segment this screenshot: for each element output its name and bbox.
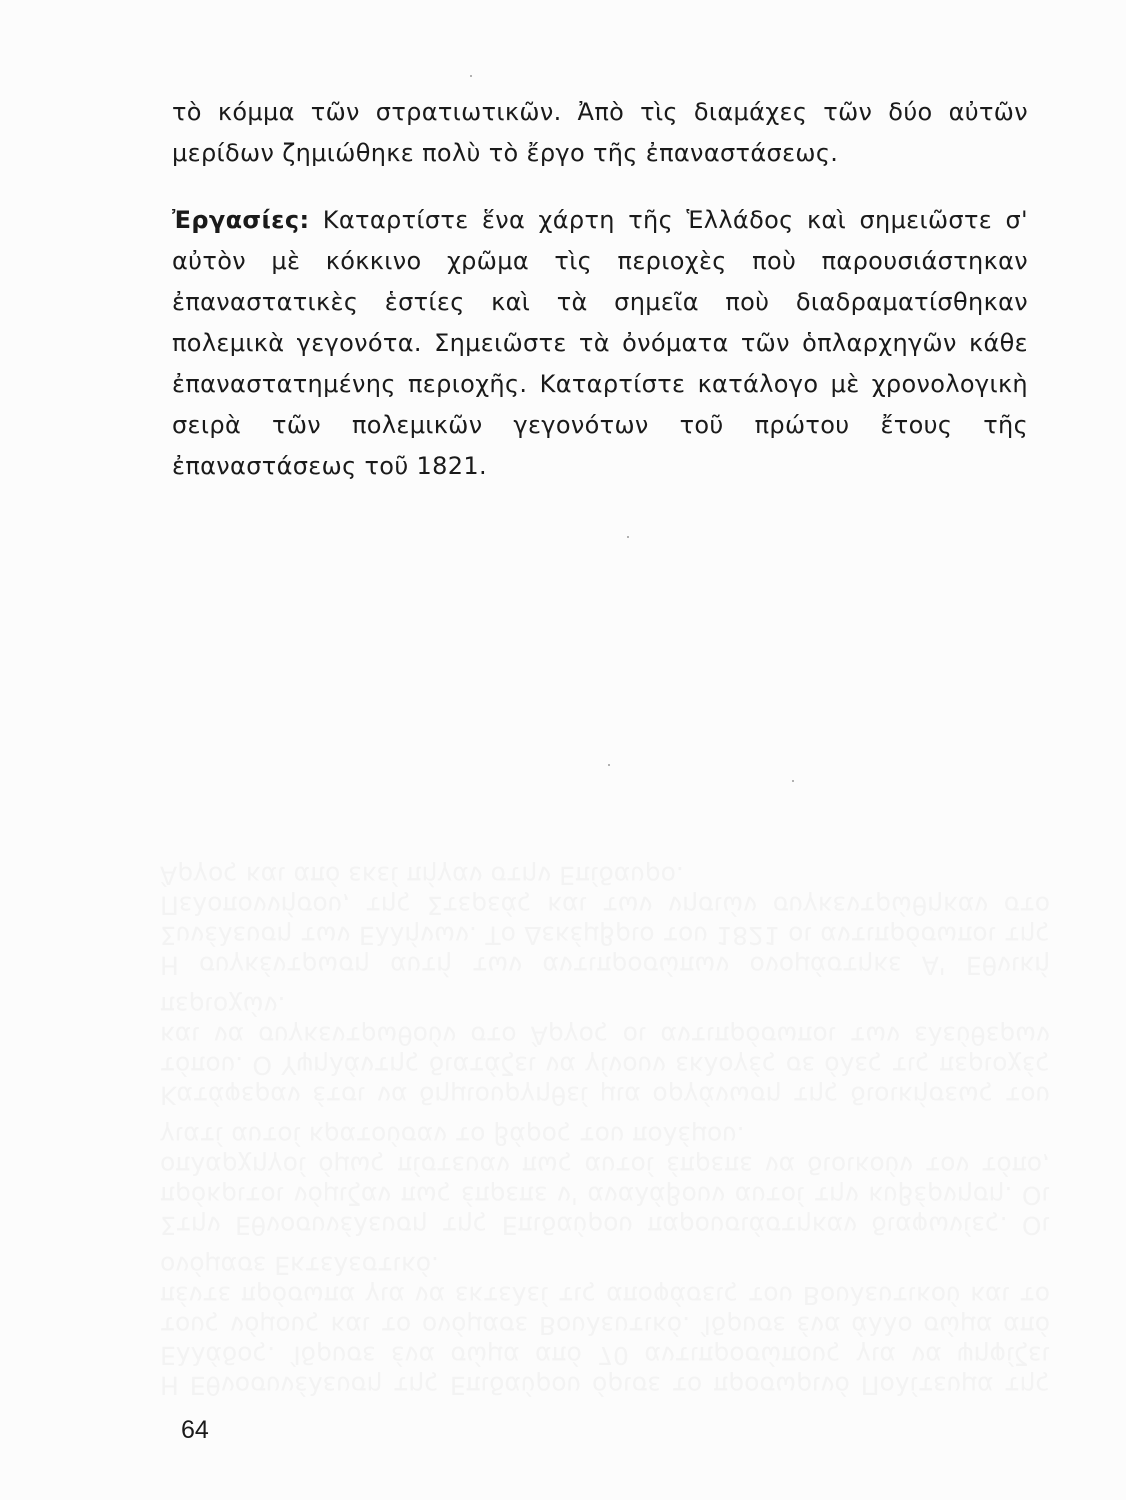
paragraph-text: τὸ κόμμα τῶν στρατιωτικῶν. Ἀπὸ τὶς διαμάχες τῶν δύο αὐτῶν μερίδων ζημιώθηκε πολὺ τὸ ἔργο τῆς ἐπαναστάσεως. [172,98,1028,167]
reverse-side-bleed-through: Η Εθνοσυνέλευση της Επιδαύρου όρισε το προσωρινό Πολίτευμα της Ελλάδος. Ίδρυσε ένα σώμα από 70 αντιπροσώπους για να ψηφίζει τους νόμους και το ονόμασε Βουλευτικό. Ίδρυσε ένα άλλο σώμα από πέντε πρόσωπα για να εκτελεί τις αποφάσεις του Βουλευτικού και το ονόμασε Εκτελεστικό. Στην Εθνοσυνέλευση της Επιδαύρου παρουσιάστηκαν διαφωνίες. Οι πρόκριτοι νόμιζαν πως έπρεπε ν' αναλάβουν αυτοί την κυβέρνηση. Οι οπλαρχηγοί όμως πίστευαν πως αυτοί έπρεπε να διοικούν τον τόπο, γιατί αυτοί κρατούσαν το βάρος του πολέμου. Κατάφεραν έτσι να δημιουργηθεί μια οργάνωση της διοικήσεως του τόπου. Ο Υψηλάντης διατάζει να γίνουν εκλογές σε όλες τις περιοχές και να συγκεντρωθούν στο Άργος οι αντιπρόσωποι των ελεύθερων περιοχών. Η συγκέντρωση αυτή των αντιπροσώπων ονομάστηκε Α' Εθνική Συνέλευση των Ελλήνων. Το Δεκέμβριο του 1821 οι αντιπρόσωποι της Πελοποννήσου, της Στερεάς και των νησιών συγκεντρώθηκαν στο Άργος και από εκεί πήγαν στην Επίδαυρο. [160,861,1050,1400]
main-text [172,92,1028,487]
paragraph-exercises [172,200,1028,487]
paragraph-continuation [172,92,1028,174]
paragraph-text: Καταρτίστε ἕνα χάρτη τῆς Ἑλλάδος καὶ σημειῶστε σ' αὐτὸν μὲ κόκκινο χρῶμα τὶς περιοχὲς ποὺ παρουσιάστηκαν ἐπαναστατικὲς ἑστίες καὶ τὰ σημεῖα ποὺ διαδραματίσθηκαν πολεμικὰ γεγονότα. Σημειῶστε τὰ ὀνόματα τῶν ὁπλαρχηγῶν κάθε ἐπαναστατημένης περιοχῆς. Καταρτίστε κατάλογο μὲ χρονολογικὴ σειρὰ τῶν πολεμικῶν γεγονότων τοῦ πρώτου ἔτους τῆς ἐπαναστάσεως τοῦ 1821. [172,206,1028,480]
page-number: 64 [181,1416,209,1444]
scan-speck [608,764,610,766]
scan-speck [792,780,794,782]
scan-speck [470,75,472,77]
scan-speck [627,536,629,538]
exercises-label: Ἐργασίες: [172,206,310,234]
